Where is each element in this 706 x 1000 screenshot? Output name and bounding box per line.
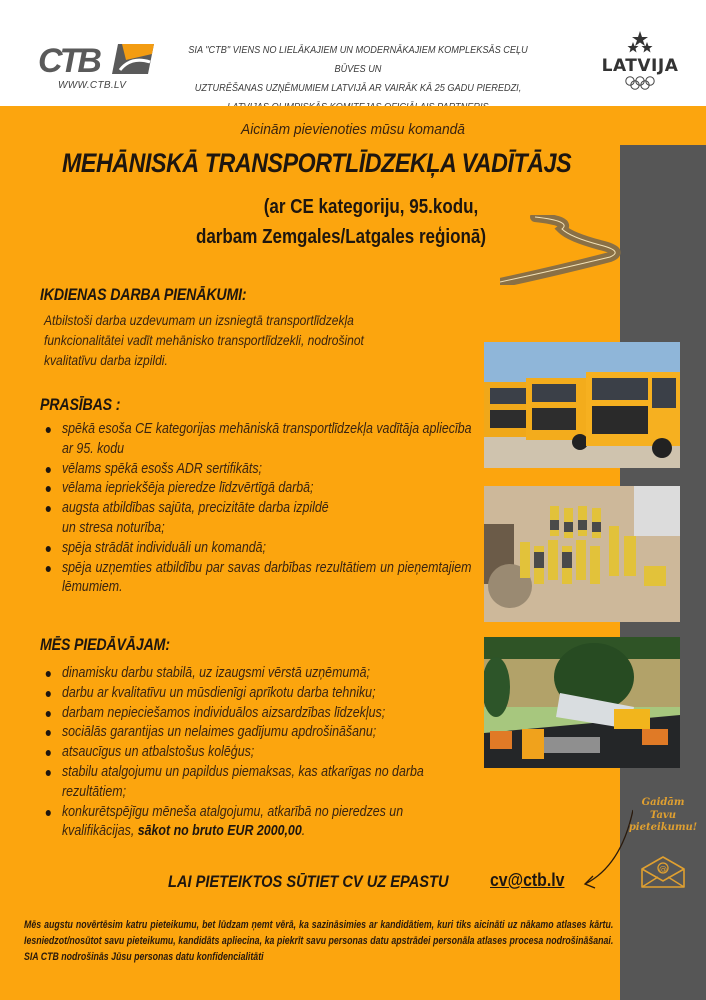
invite-text: Aicinām pievienoties mūsu komandā	[241, 121, 465, 138]
svg-text:@: @	[659, 864, 667, 874]
ctb-logo-icon	[36, 40, 156, 80]
latvija-olympic-logo	[590, 30, 690, 105]
cta-text: LAI PIETEIKTOS SŪTIET CV UZ EPASTU	[168, 872, 449, 891]
email-envelope-icon[interactable]	[640, 855, 686, 889]
offer-list	[44, 664, 472, 842]
photo-fleet-aerial	[484, 486, 680, 622]
photo-trucks	[484, 342, 680, 468]
fleet-image-icon	[484, 486, 680, 622]
list-item: darbu ar kvalitatīvu un mūsdienīgi aprīkotu darba tehniku;	[44, 684, 472, 704]
header	[0, 0, 706, 106]
job-title: MEHĀNISKĀ TRANSPORTLĪDZEKĻA VADĪTĀJS	[62, 148, 572, 178]
duties-heading: IKDIENAS DARBA PIENĀKUMI:	[40, 286, 247, 304]
wait-message	[620, 797, 706, 835]
tagline-line: UZTURĒŠANAS UZŅĒMUMIEM LATVIJĀ AR VAIRĀK KĀ 25 GADU PIEREDZI,	[194, 83, 522, 94]
offer-heading: MĒS PIEDĀVĀJAM:	[40, 636, 170, 654]
list-item: spēkā esoša CE kategorijas mehāniskā transportlīdzekļa vadītāja apliecība ar 95. kodu	[44, 420, 472, 460]
wait-line: Tavu	[649, 809, 677, 821]
list-item: darbam nepieciešamos individuālos aizsardzības līdzekļus;	[44, 704, 472, 724]
wait-line: Gaidām	[641, 797, 685, 808]
olympic-rings-icon	[623, 76, 657, 90]
list-item: vēlams spēkā esošs ADR sertifikāts;	[44, 460, 472, 480]
privacy-disclaimer: Mēs augstu novērtēsim katru pieteikumu, bet lūdzam ņemt vērā, ka sazināsimies ar kandidātiem, kuri tiks aicināti uz nākamo atlases kārtu. Iesniedzot/nosūtot savu pieteikumu, kandidāts apliecina, ka piekrīt savu personas datu apstrādei personāla atlases procesa nodrošināšanai. SIA CTB nodrošinās Jūsu personas datu konfidencialitāti	[24, 919, 614, 963]
salary-text: konkurētspējīgu mēneša atalgojumu, atkarībā no pieredzes un kvalifikācijas,	[61, 803, 404, 840]
cta-email-link[interactable]: cv@ctb.lv	[490, 870, 565, 890]
salary-amount: sākot no bruto EUR 2000,00	[137, 823, 302, 840]
list-item: dinamisku darbu stabilā, uz izaugsmi vērstā uzņēmumā;	[44, 664, 472, 684]
tagline-line: SIA "CTB" VIENS NO LIELĀKAJIEM UN MODERNĀKAJIEM KOMPLEKSĀS CEĻU BŪVES UN	[188, 45, 528, 75]
job-subtitle-line-2: darbam Zemgales/Latgales reģionā)	[195, 226, 487, 248]
requirements-heading: PRASĪBAS :	[40, 396, 121, 414]
list-item: spēja uzņemties atbildību par savas darbības rezultātiem un pieņemtajiem lēmumiem.	[44, 559, 472, 599]
list-item: vēlama iepriekšēja pieredze līdzvērtīgā darbā;	[44, 479, 472, 499]
svg-text:CTB: CTB	[38, 42, 99, 80]
three-stars-icon	[625, 30, 655, 54]
list-item: stabilu atalgojumu un papildus piemaksas, kas atkarīgas no darba rezultātiem;	[44, 763, 472, 803]
list-item: spēja strādāt individuāli un komandā;	[44, 539, 472, 559]
duties-line: kvalitatīvu darba izpildi.	[44, 352, 168, 368]
job-subtitle-line-1: (ar CE kategoriju, 95.kodu,	[263, 196, 479, 218]
salary-suffix: .	[301, 823, 306, 840]
wait-line: pieteikumu!	[628, 822, 698, 833]
latvija-wordmark: LATVIJA	[601, 56, 679, 76]
list-item: sociālās garantijas un nelaimes gadījumu apdrošināšanu;	[44, 723, 472, 743]
trucks-image-icon	[484, 342, 680, 468]
winding-road-icon	[500, 215, 625, 285]
duties-line: funkcionalitātei vadīt mehānisko transportlīdzekli, nodrošinot	[44, 332, 364, 348]
list-item: augsta atbildības sajūta, precizitāte darba izpildē un stresa noturība;	[44, 499, 472, 539]
duties-line: Atbilstoši darba uzdevumam un izsniegtā transportlīdzekļa	[44, 312, 354, 328]
list-item	[44, 803, 472, 843]
photo-paving	[484, 637, 680, 768]
duties-text	[44, 310, 414, 370]
paving-image-icon	[484, 637, 680, 768]
list-item: atsaucīgus un atbalstošus kolēģus;	[44, 743, 472, 763]
logo-url[interactable]: WWW.CTB.LV	[58, 80, 127, 91]
requirements-list	[44, 420, 472, 598]
